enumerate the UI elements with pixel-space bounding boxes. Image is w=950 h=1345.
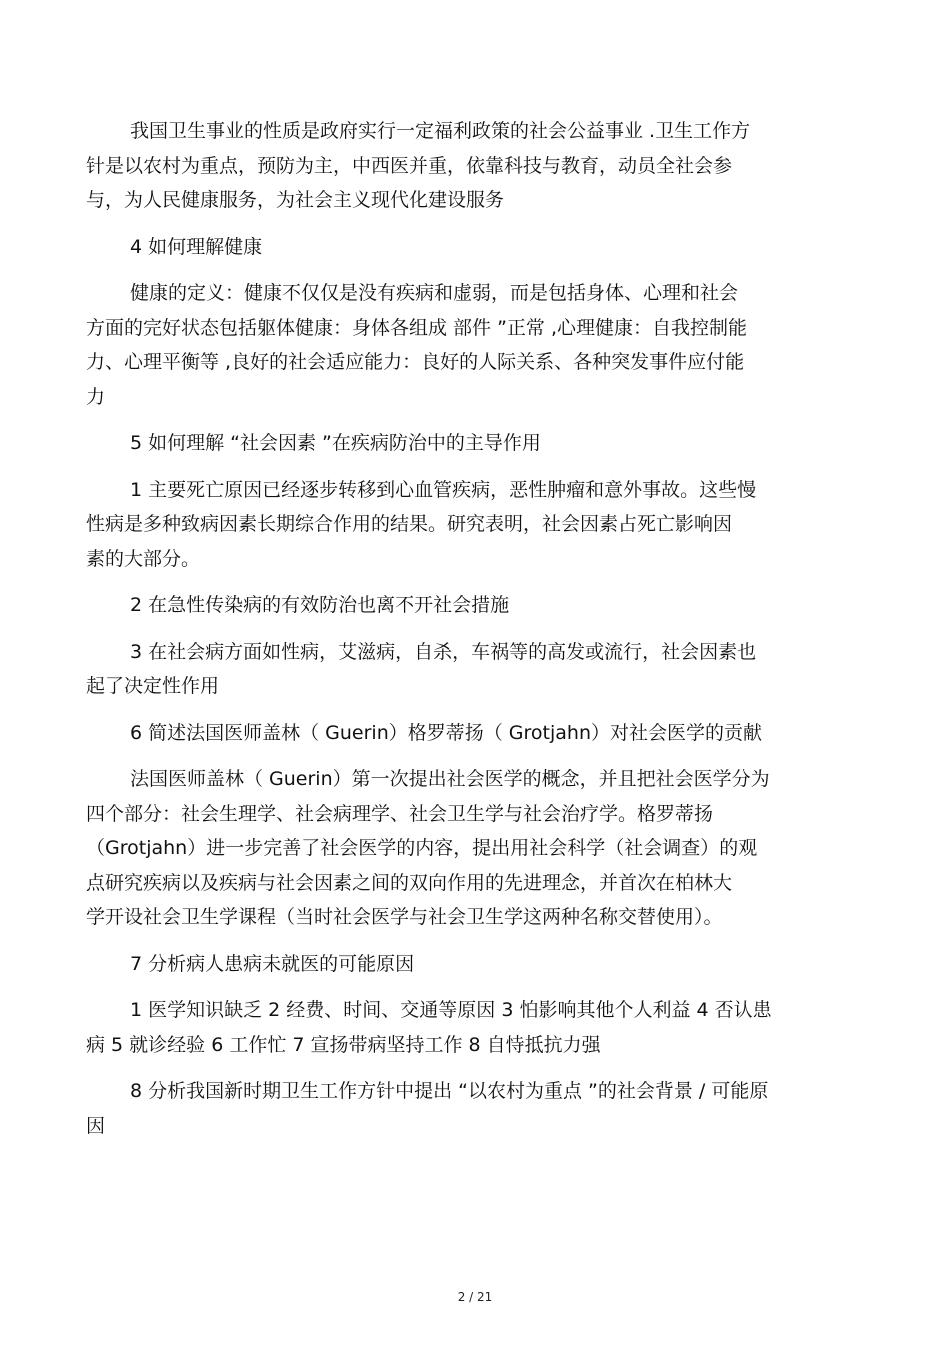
text-line: 1 主要死亡原因已经逐步转移到心血管疾病，恶性肿瘤和意外事故。这些慢 [130, 478, 757, 501]
text-line: 7 分析病人患病未就医的可能原因 [130, 952, 415, 975]
paragraph [86, 1074, 860, 1143]
text-line: 4 如何理解健康 [130, 235, 263, 258]
text-line: 力 [86, 385, 106, 408]
paragraph [86, 276, 860, 414]
text-line: 四个部分：社会生理学、社会病理学、社会卫生学与社会治疗学。格罗蒂扬 [86, 802, 714, 825]
paragraph [86, 426, 860, 461]
paragraph [86, 230, 860, 265]
paragraph [86, 114, 860, 218]
text-line: 健康的定义：健康不仅仅是没有疾病和虚弱，而是包括身体、心理和社会 [130, 282, 739, 304]
text-line: 素的大部分。 [86, 547, 201, 570]
text-line: 我国卫生事业的性质是政府实行一定福利政策的社会公益事业 .卫生工作方 [130, 120, 751, 142]
paragraph [86, 993, 860, 1062]
paragraph [86, 947, 860, 982]
text-line: 1 医学知识缺乏 2 经费、时间、交通等原因 3 怕影响其他个人利益 4 否认患 [130, 999, 772, 1021]
paragraph [86, 473, 860, 577]
text-line: （Grotjahn）进一步完善了社会医学的内容，提出用社会科学（社会调查）的观 [86, 837, 758, 859]
text-line: 方面的完好状态包括躯体健康：身体各组成 部件 ”正常 ,心理健康：自我控制能 [86, 316, 748, 339]
text-line: 与，为人民健康服务，为社会主义现代化建设服务 [86, 189, 505, 211]
paragraph [86, 588, 860, 623]
text-line: 2 在急性传染病的有效防治也离不开社会措施 [130, 594, 510, 616]
text-line: 3 在社会病方面如性病，艾滋病，自杀，车祸等的高发或流行，社会因素也 [130, 640, 757, 663]
text-line: 学开设社会卫生学课程（当时社会医学与社会卫生学这两种名称交替使用）。 [86, 906, 723, 928]
paragraph [86, 716, 860, 751]
text-line: 6 简述法国医师盖林（ Guerin）格罗蒂扬（ Grotjahn）对社会医学的贡献 [130, 721, 762, 744]
text-line: 法国医师盖林（ Guerin）第一次提出社会医学的概念，并且把社会医学分为 [130, 768, 770, 790]
paragraph [86, 635, 860, 704]
text-line: 5 如何理解 “社会因素 ”在疾病防治中的主导作用 [130, 432, 541, 454]
text-line: 点研究疾病以及疾病与社会因素之间的双向作用的先进理念，并首次在柏林大 [86, 871, 733, 894]
document-body [86, 114, 860, 1143]
text-line: 性病是多种致病因素长期综合作用的结果。研究表明，社会因素占死亡影响因 [86, 513, 733, 535]
text-line: 起了决定性作用 [86, 675, 220, 697]
page-number: 2 / 21 [457, 1290, 493, 1304]
text-line: 针是以农村为重点，预防为主，中西医并重，依靠科技与教育，动员全社会参 [86, 154, 733, 177]
paragraph [86, 762, 860, 935]
text-line: 病 5 就诊经验 6 工作忙 7 宣扬带病坚持工作 8 自恃抵抗力强 [86, 1033, 601, 1056]
text-line: 8 分析我国新时期卫生工作方针中提出 “以农村为重点 ”的社会背景 / 可能原 [130, 1080, 769, 1102]
text-line: 力、心理平衡等 ,良好的社会适应能力：良好的人际关系、各种突发事件应付能 [86, 351, 745, 373]
text-line: 因 [86, 1114, 106, 1137]
